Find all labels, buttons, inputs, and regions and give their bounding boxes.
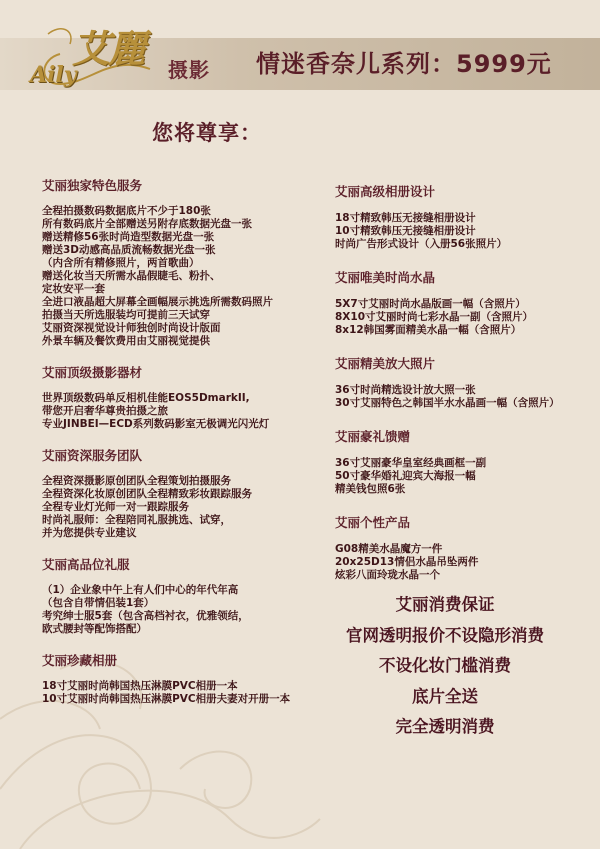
section-line: 30寸艾丽特色之韩国半水水晶画一幅（含照片） [335,397,560,409]
right-column [335,182,590,599]
section-line: 全程资深摄影原创团队全程策划拍摄服务 [42,475,231,487]
section-line: 考究绅士服5套（包含高档衬衣，优雅领结， [42,610,249,622]
package-title: 情迷香奈儿系列：5999元 [256,50,552,78]
section-line: 专业JINBEI—ECD系列数码影室无极调光闪光灯 [42,418,270,430]
enjoy-heading: 您将尊享： [152,121,262,145]
section-line: 炫彩八面玲珑水晶一个 [335,569,440,581]
section-line: 36寸时尚精选设计放大照一张 [335,384,476,396]
service-section [42,651,322,706]
section-title: 艾丽资深服务团队 [42,448,143,463]
service-section [335,513,590,582]
section-line: 10寸艾丽时尚韩国热压淋膜PVC相册夫妻对开册一本 [42,693,291,705]
section-line: 定妆安平一套 [42,283,105,295]
left-column [42,176,322,721]
section-line: 全进口液晶超大屏幕全画幅展示挑选所需数码照片 [42,296,273,308]
service-section [335,354,590,410]
logo-english-text: Aily [30,62,77,88]
section-line: 赠送精修56张时尚造型数据光盘一张 [42,231,215,243]
section-line: 8X10寸艾丽时尚七彩水晶一副（含照片） [335,311,534,323]
section-line: 10寸精致韩压无接缝相册设计 [335,225,476,237]
section-line: 赠送3D动感高品质流畅数据光盘一张 [42,244,216,256]
section-line: 18寸艾丽时尚韩国热压淋膜PVC相册一本 [42,680,238,692]
section-line: 36寸艾丽豪华皇室经典画框一副 [335,457,487,469]
guarantee-line: 底片全送 [412,686,478,706]
service-section [42,363,322,431]
section-title: 艾丽珍藏相册 [42,653,118,668]
guarantee-line: 不设化妆门槛消费 [379,656,511,675]
section-line: 所有数码底片全部赠送另附存底数据光盘一张 [42,218,252,230]
section-line: 5X7寸艾丽时尚水晶版画一幅（含照片） [335,298,526,310]
section-line: （内含所有精修照片，两首歌曲） [42,257,200,269]
section-line: 18寸精致韩压无接缝相册设计 [335,212,476,224]
section-title: 艾丽独家特色服务 [42,178,143,193]
section-line: 时尚礼服师：全程陪同礼服挑选、试穿， [42,514,231,526]
section-line: 全程专业灯光师一对一跟踪服务 [42,501,189,513]
section-line: 欧式腰封等配饰搭配） [42,623,147,635]
logo-chinese-text: 艾麗 [72,26,145,71]
section-line: 带您开启奢华尊贵拍摄之旅 [42,405,168,417]
section-title: 艾丽豪礼馈赠 [335,429,411,444]
section-line: 20x25D13情侣水晶吊坠两件 [335,556,479,568]
section-title: 艾丽个性产品 [335,515,411,530]
service-section [335,427,590,496]
service-section [42,446,322,540]
guarantee-line: 官网透明报价不设隐形消费 [346,625,544,645]
section-line: 世界顶级数码单反相机佳能EOS5DmarkII, [42,392,250,404]
service-section [335,268,590,337]
section-line: 赠送化妆当天所需水晶假睫毛、粉扑、 [42,270,221,282]
section-line: 8x12韩国雾面精美水晶一幅（含照片） [335,324,522,336]
section-line: G08精美水晶魔方一件 [335,543,443,555]
logo [30,14,220,104]
section-line: 艾丽资深视觉设计师独创时尚设计版面 [42,322,221,334]
section-title: 艾丽高品位礼服 [42,557,130,572]
section-title: 艾丽顶级摄影器材 [42,365,143,380]
section-line: 精美钱包照6张 [335,483,406,495]
section-line: 时尚广告形式设计（入册56张照片） [335,238,508,250]
guarantee-line: 完全透明消费 [395,717,495,736]
section-line: 50寸豪华婚礼迎宾大海报一幅 [335,470,476,482]
section-title: 艾丽精美放大照片 [335,356,436,371]
service-section [42,555,322,636]
service-section [42,176,322,348]
section-line: 全程资深化妆原创团队全程精致彩妆跟踪服务 [42,488,252,500]
service-section [335,182,590,251]
section-line: 拍摄当天所选服装均可提前三天试穿 [42,309,210,321]
section-line: 并为您提供专业建议 [42,527,137,539]
section-line: 外景车辆及餐饮费用由艾丽视觉提供 [42,335,210,347]
guarantee-title: 艾丽消费保证 [395,595,495,614]
logo-studio-text: 摄影 [168,58,210,82]
section-line: （包含自带情侣装1套） [42,597,155,609]
section-title: 艾丽高级相册设计 [335,184,436,199]
section-title: 艾丽唯美时尚水晶 [335,270,436,285]
section-line: 全程拍摄数码数据底片不少于180张 [42,205,211,217]
guarantee-block [300,590,590,743]
section-line: （1）企业象中午上有人们中心的年代年高 [42,584,239,596]
